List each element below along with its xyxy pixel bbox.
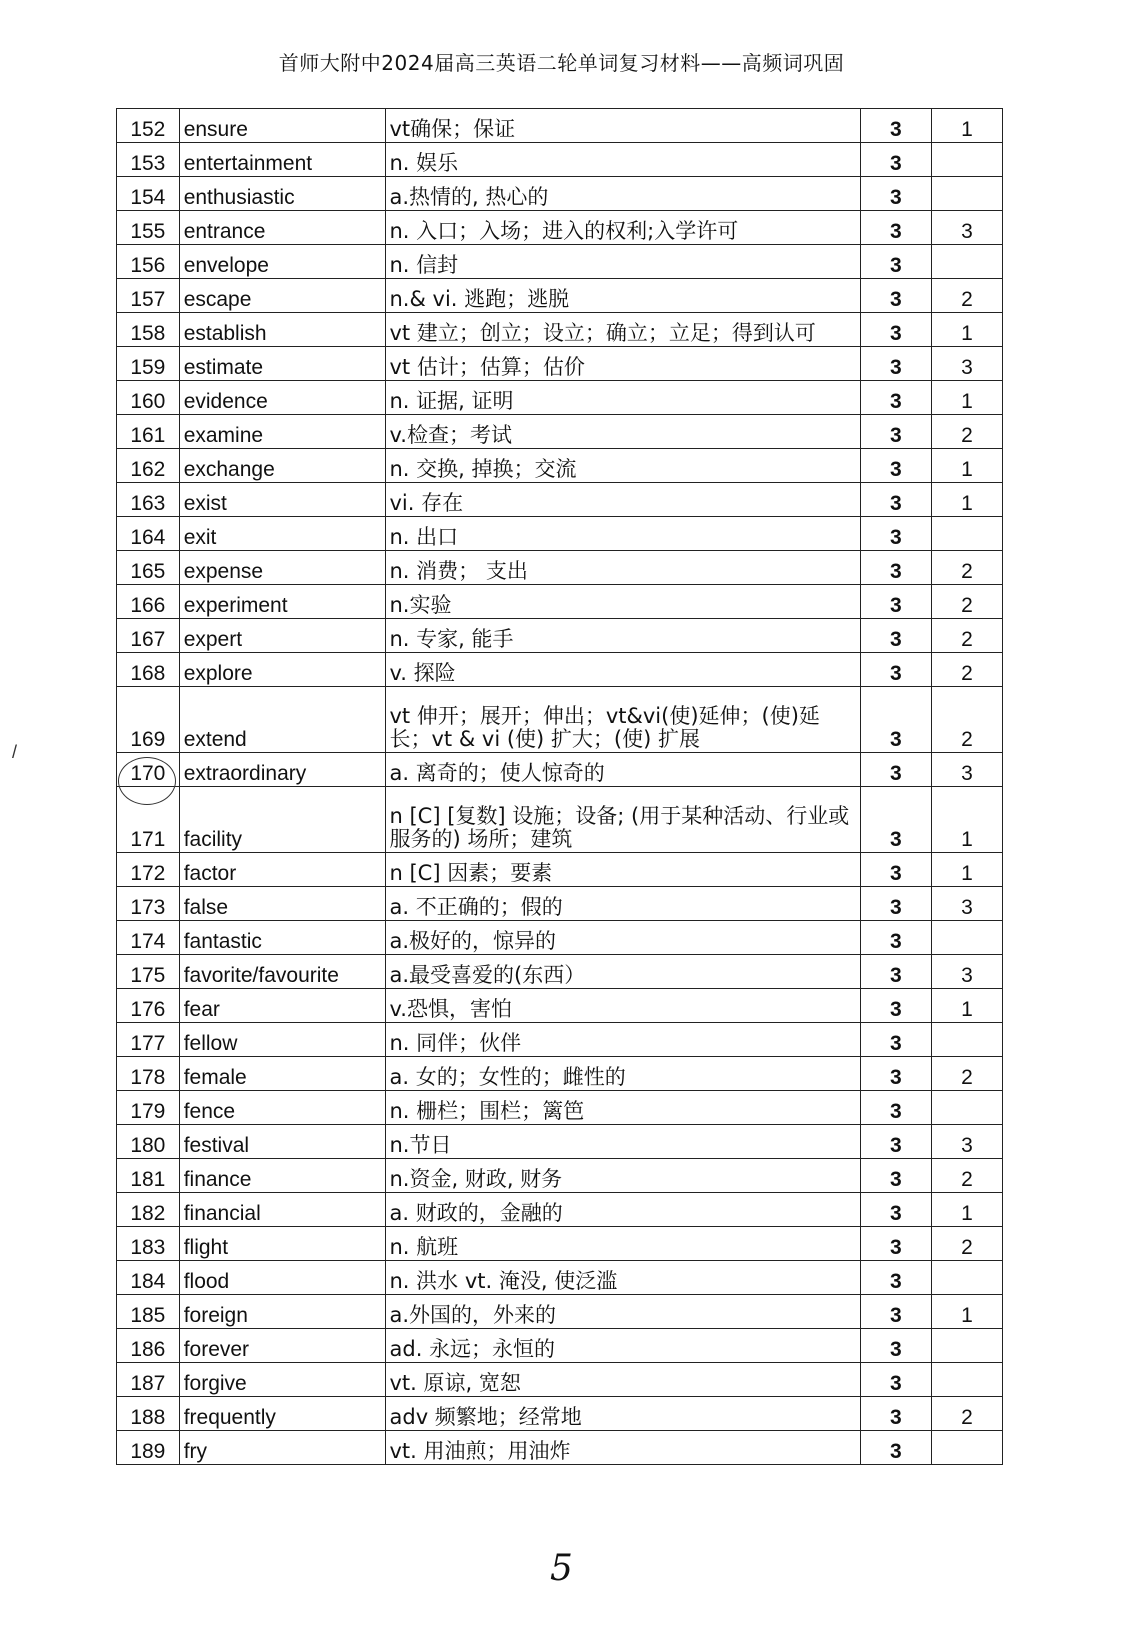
word-cell: experiment [179, 585, 385, 619]
table-row [117, 415, 1003, 449]
word-number-cell: 176 [117, 989, 180, 1023]
table-row [117, 955, 1003, 989]
table-row [117, 449, 1003, 483]
word-number-cell: 166 [117, 585, 180, 619]
meaning-cell: v.恐惧，害怕 [385, 989, 860, 1023]
word-number-cell: 178 [117, 1057, 180, 1091]
word-cell: entertainment [179, 143, 385, 177]
word-number-cell: 158 [117, 313, 180, 347]
word-cell: frequently [179, 1397, 385, 1431]
frequency-cell: 3 [931, 1125, 1002, 1159]
level-cell: 3 [860, 787, 931, 853]
word-cell: factor [179, 853, 385, 887]
meaning-cell: n. 同伴；伙伴 [385, 1023, 860, 1057]
page-number: 5 [550, 1548, 573, 1589]
table-row [117, 753, 1003, 787]
table-row [117, 1431, 1003, 1465]
table-row [117, 109, 1003, 143]
word-cell: enthusiastic [179, 177, 385, 211]
level-cell: 3 [860, 1227, 931, 1261]
word-number-cell: 177 [117, 1023, 180, 1057]
frequency-cell [931, 517, 1002, 551]
level-cell: 3 [860, 1431, 931, 1465]
frequency-cell [931, 1431, 1002, 1465]
frequency-cell: 3 [931, 347, 1002, 381]
level-cell: 3 [860, 1363, 931, 1397]
frequency-cell [931, 177, 1002, 211]
frequency-cell [931, 1363, 1002, 1397]
meaning-cell: a.极好的，惊异的 [385, 921, 860, 955]
level-cell: 3 [860, 551, 931, 585]
table-row [117, 887, 1003, 921]
frequency-cell: 2 [931, 1159, 1002, 1193]
frequency-cell: 2 [931, 585, 1002, 619]
meaning-cell: vt 估计；估算；估价 [385, 347, 860, 381]
meaning-cell: n. 栅栏；围栏；篱笆 [385, 1091, 860, 1125]
level-cell: 3 [860, 887, 931, 921]
vocabulary-table [116, 108, 1003, 1465]
meaning-cell: a. 财政的，金融的 [385, 1193, 860, 1227]
word-cell: fellow [179, 1023, 385, 1057]
meaning-cell: n. 证据, 证明 [385, 381, 860, 415]
table-row [117, 585, 1003, 619]
meaning-cell: a. 离奇的；使人惊奇的 [385, 753, 860, 787]
level-cell: 3 [860, 753, 931, 787]
word-cell: extraordinary [179, 753, 385, 787]
table-row [117, 1159, 1003, 1193]
meaning-cell: vt 建立；创立；设立；确立；立足；得到认可 [385, 313, 860, 347]
meaning-cell: n. 信封 [385, 245, 860, 279]
table-row [117, 1227, 1003, 1261]
word-number-cell: 157 [117, 279, 180, 313]
word-cell: female [179, 1057, 385, 1091]
meaning-cell: a. 女的；女性的；雌性的 [385, 1057, 860, 1091]
meaning-cell: n. 出口 [385, 517, 860, 551]
word-number-cell: 179 [117, 1091, 180, 1125]
word-cell: estimate [179, 347, 385, 381]
word-number-cell: 154 [117, 177, 180, 211]
meaning-cell: n. 交换, 掉换；交流 [385, 449, 860, 483]
meaning-cell: v.检查；考试 [385, 415, 860, 449]
word-number-cell: 163 [117, 483, 180, 517]
word-number-cell: 171 [117, 787, 180, 853]
table-row [117, 989, 1003, 1023]
table-row [117, 1261, 1003, 1295]
word-number-cell: 189 [117, 1431, 180, 1465]
word-number-cell: 174 [117, 921, 180, 955]
meaning-cell: n. 航班 [385, 1227, 860, 1261]
frequency-cell: 2 [931, 619, 1002, 653]
level-cell: 3 [860, 1159, 931, 1193]
meaning-cell: n.实验 [385, 585, 860, 619]
meaning-cell: n. 娱乐 [385, 143, 860, 177]
word-cell: financial [179, 1193, 385, 1227]
word-number-cell: 153 [117, 143, 180, 177]
meaning-cell: n [C] 因素；要素 [385, 853, 860, 887]
word-number-cell: 173 [117, 887, 180, 921]
word-cell: finance [179, 1159, 385, 1193]
frequency-cell: 2 [931, 551, 1002, 585]
meaning-cell: adv 频繁地；经常地 [385, 1397, 860, 1431]
word-number-cell: 180 [117, 1125, 180, 1159]
table-row [117, 1329, 1003, 1363]
meaning-cell: n.资金, 财政, 财务 [385, 1159, 860, 1193]
frequency-cell [931, 1023, 1002, 1057]
level-cell: 3 [860, 449, 931, 483]
word-cell: entrance [179, 211, 385, 245]
table-row [117, 687, 1003, 753]
frequency-cell: 3 [931, 211, 1002, 245]
meaning-cell: vt 伸开；展开；伸出；vt&vi(使)延伸；(使)延长；vt & vi (使) 扩大；(使) 扩展 [385, 687, 860, 753]
meaning-cell: a. 不正确的；假的 [385, 887, 860, 921]
word-number-cell: 156 [117, 245, 180, 279]
level-cell: 3 [860, 989, 931, 1023]
level-cell: 3 [860, 687, 931, 753]
level-cell: 3 [860, 1329, 931, 1363]
table-row [117, 245, 1003, 279]
meaning-cell: vt. 原谅, 宽恕 [385, 1363, 860, 1397]
word-cell: examine [179, 415, 385, 449]
table-row [117, 1397, 1003, 1431]
meaning-cell: vt. 用油煎；用油炸 [385, 1431, 860, 1465]
frequency-cell: 1 [931, 989, 1002, 1023]
table-row [117, 1023, 1003, 1057]
word-number-cell: 183 [117, 1227, 180, 1261]
level-cell: 3 [860, 381, 931, 415]
level-cell: 3 [860, 853, 931, 887]
table-row [117, 1057, 1003, 1091]
table-row [117, 1295, 1003, 1329]
level-cell: 3 [860, 109, 931, 143]
table-row [117, 211, 1003, 245]
frequency-cell [931, 921, 1002, 955]
level-cell: 3 [860, 921, 931, 955]
level-cell: 3 [860, 313, 931, 347]
meaning-cell: n.节日 [385, 1125, 860, 1159]
frequency-cell: 3 [931, 887, 1002, 921]
table-row [117, 551, 1003, 585]
meaning-cell: a.外国的，外来的 [385, 1295, 860, 1329]
table-row [117, 921, 1003, 955]
word-cell: fence [179, 1091, 385, 1125]
meaning-cell: n. 入口；入场；进入的权利;入学许可 [385, 211, 860, 245]
meaning-cell: a.最受喜爱的(东西） [385, 955, 860, 989]
frequency-cell: 2 [931, 1397, 1002, 1431]
frequency-cell: 3 [931, 753, 1002, 787]
table-row [117, 853, 1003, 887]
level-cell: 3 [860, 619, 931, 653]
meaning-cell: v. 探险 [385, 653, 860, 687]
frequency-cell: 1 [931, 483, 1002, 517]
word-cell: flood [179, 1261, 385, 1295]
page-header: 首师大附中2024届高三英语二轮单词复习材料——高频词巩固 [278, 51, 845, 75]
word-number-cell: 184 [117, 1261, 180, 1295]
level-cell: 3 [860, 279, 931, 313]
level-cell: 3 [860, 1125, 931, 1159]
level-cell: 3 [860, 955, 931, 989]
word-cell: flight [179, 1227, 385, 1261]
meaning-cell: n. 专家, 能手 [385, 619, 860, 653]
word-cell: explore [179, 653, 385, 687]
table-row [117, 313, 1003, 347]
frequency-cell [931, 1091, 1002, 1125]
word-number-cell: 162 [117, 449, 180, 483]
table-row [117, 653, 1003, 687]
word-number-cell: 164 [117, 517, 180, 551]
frequency-cell [931, 143, 1002, 177]
level-cell: 3 [860, 1261, 931, 1295]
frequency-cell: 3 [931, 955, 1002, 989]
word-cell: establish [179, 313, 385, 347]
level-cell: 3 [860, 347, 931, 381]
word-number-cell: 185 [117, 1295, 180, 1329]
frequency-cell: 2 [931, 415, 1002, 449]
word-cell: fear [179, 989, 385, 1023]
word-number-cell: 167 [117, 619, 180, 653]
level-cell: 3 [860, 1193, 931, 1227]
word-cell: exit [179, 517, 385, 551]
frequency-cell: 2 [931, 279, 1002, 313]
word-number-cell: 181 [117, 1159, 180, 1193]
word-cell: facility [179, 787, 385, 853]
word-cell: evidence [179, 381, 385, 415]
word-cell: foreign [179, 1295, 385, 1329]
word-cell: festival [179, 1125, 385, 1159]
word-cell: fantastic [179, 921, 385, 955]
level-cell: 3 [860, 1023, 931, 1057]
word-number-cell: 182 [117, 1193, 180, 1227]
vocabulary-table-body [117, 109, 1003, 1465]
frequency-cell [931, 245, 1002, 279]
word-cell: fry [179, 1431, 385, 1465]
level-cell: 3 [860, 585, 931, 619]
table-row [117, 347, 1003, 381]
word-number-cell: 168 [117, 653, 180, 687]
word-cell: envelope [179, 245, 385, 279]
word-number-cell: 152 [117, 109, 180, 143]
frequency-cell: 1 [931, 787, 1002, 853]
word-cell: false [179, 887, 385, 921]
frequency-cell: 1 [931, 313, 1002, 347]
level-cell: 3 [860, 517, 931, 551]
word-cell: ensure [179, 109, 385, 143]
level-cell: 3 [860, 143, 931, 177]
frequency-cell: 2 [931, 687, 1002, 753]
word-number-cell: 187 [117, 1363, 180, 1397]
word-cell: exchange [179, 449, 385, 483]
frequency-cell [931, 1329, 1002, 1363]
word-cell: expense [179, 551, 385, 585]
word-number-cell: 161 [117, 415, 180, 449]
frequency-cell: 2 [931, 653, 1002, 687]
word-number-cell: 160 [117, 381, 180, 415]
word-number-cell: 159 [117, 347, 180, 381]
level-cell: 3 [860, 483, 931, 517]
level-cell: 3 [860, 1397, 931, 1431]
meaning-cell: vi. 存在 [385, 483, 860, 517]
table-row [117, 1193, 1003, 1227]
word-number-cell: 175 [117, 955, 180, 989]
level-cell: 3 [860, 177, 931, 211]
word-number-cell: 188 [117, 1397, 180, 1431]
frequency-cell [931, 1261, 1002, 1295]
word-cell: forgive [179, 1363, 385, 1397]
meaning-cell: ad. 永远；永恒的 [385, 1329, 860, 1363]
word-cell: exist [179, 483, 385, 517]
table-row [117, 483, 1003, 517]
word-number-cell: 170 [117, 753, 180, 787]
table-row [117, 1125, 1003, 1159]
word-number-cell: 169 [117, 687, 180, 753]
word-number-cell: 186 [117, 1329, 180, 1363]
frequency-cell: 1 [931, 449, 1002, 483]
meaning-cell: n. 洪水 vt. 淹没, 使泛滥 [385, 1261, 860, 1295]
table-row [117, 177, 1003, 211]
level-cell: 3 [860, 653, 931, 687]
meaning-cell: n [C] [复数] 设施；设备; (用于某种活动、行业或服务的) 场所；建筑 [385, 787, 860, 853]
frequency-cell: 2 [931, 1227, 1002, 1261]
frequency-cell: 1 [931, 853, 1002, 887]
level-cell: 3 [860, 1295, 931, 1329]
frequency-cell: 1 [931, 1295, 1002, 1329]
word-cell: extend [179, 687, 385, 753]
table-row [117, 143, 1003, 177]
word-number-cell: 172 [117, 853, 180, 887]
table-row [117, 381, 1003, 415]
table-row [117, 1363, 1003, 1397]
meaning-cell: a.热情的, 热心的 [385, 177, 860, 211]
level-cell: 3 [860, 1057, 931, 1091]
word-number-cell: 155 [117, 211, 180, 245]
level-cell: 3 [860, 245, 931, 279]
table-row [117, 1091, 1003, 1125]
frequency-cell: 1 [931, 1193, 1002, 1227]
frequency-cell: 1 [931, 109, 1002, 143]
word-cell: favorite/favourite [179, 955, 385, 989]
frequency-cell: 2 [931, 1057, 1002, 1091]
table-row [117, 517, 1003, 551]
table-row [117, 279, 1003, 313]
level-cell: 3 [860, 211, 931, 245]
meaning-cell: n. 消费； 支出 [385, 551, 860, 585]
table-row [117, 787, 1003, 853]
handwritten-tick-mark: / [12, 742, 18, 762]
level-cell: 3 [860, 1091, 931, 1125]
meaning-cell: vt确保；保证 [385, 109, 860, 143]
level-cell: 3 [860, 415, 931, 449]
frequency-cell: 1 [931, 381, 1002, 415]
word-number-cell: 165 [117, 551, 180, 585]
meaning-cell: n.& vi. 逃跑；逃脱 [385, 279, 860, 313]
word-cell: escape [179, 279, 385, 313]
table-row [117, 619, 1003, 653]
word-cell: forever [179, 1329, 385, 1363]
word-cell: expert [179, 619, 385, 653]
